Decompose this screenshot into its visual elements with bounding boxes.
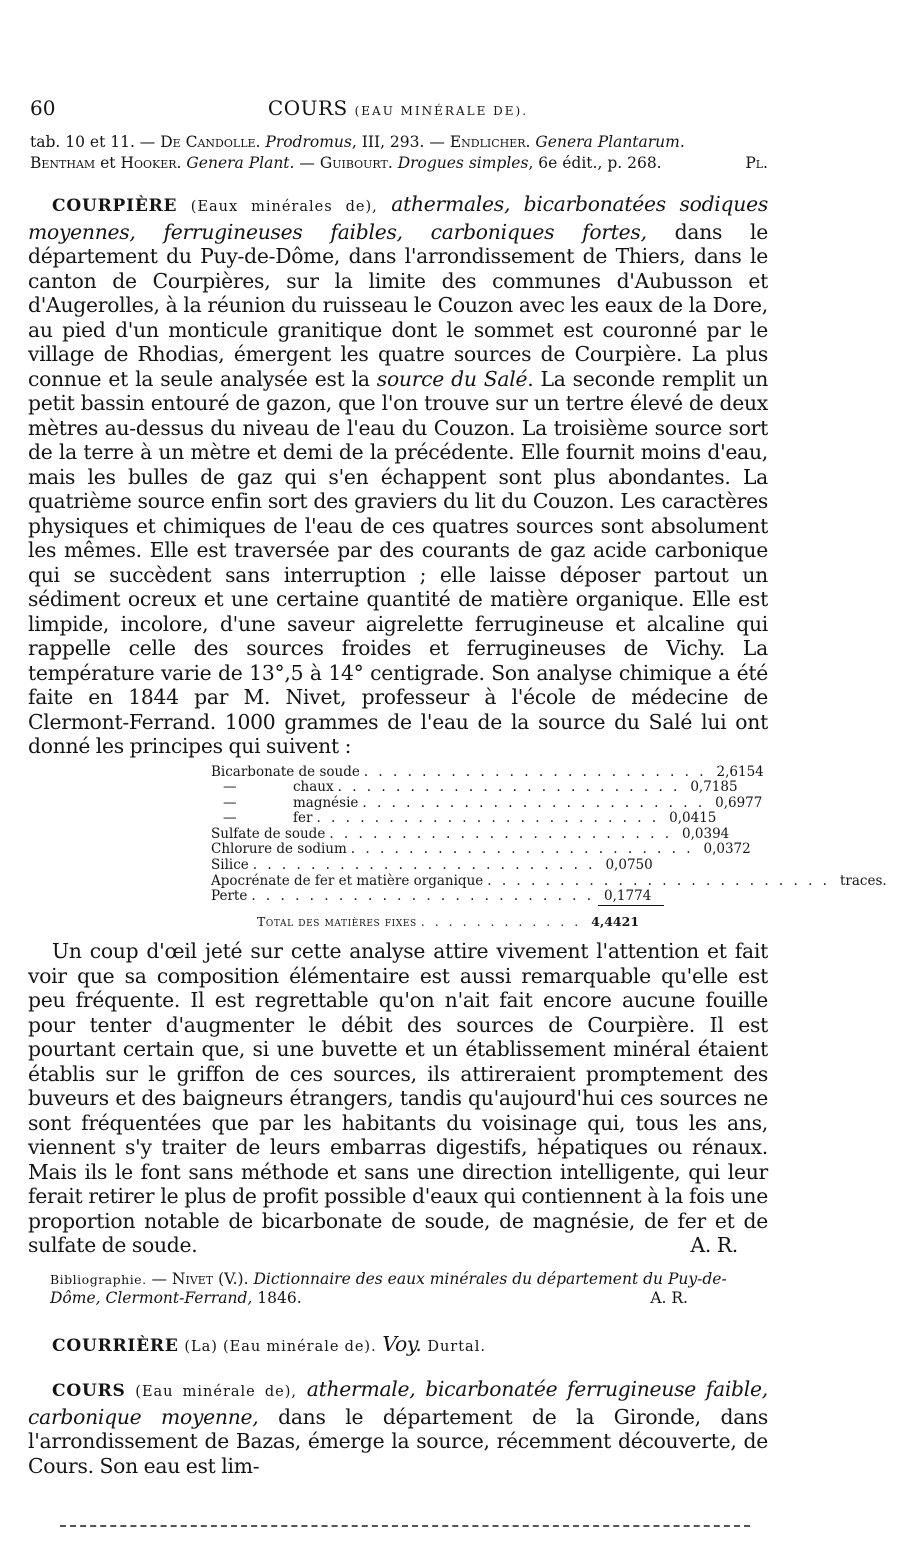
bibliography-label: Bibliographie. [50,1271,147,1287]
bibliography-signature: A. R. [650,1288,688,1307]
analysis-label [211,827,325,843]
footer-rule [60,1525,750,1527]
cross-ref-target: Durtal. [427,1338,486,1355]
analysis-label-text: Sulfate de soude [211,825,326,842]
leader-dots: . . . . . . . . . . . . . . . . . . . . . . . . [329,825,673,842]
commentary-paragraph [28,939,768,1258]
analysis-value: traces. [839,872,887,889]
running-title-main: COURS [267,96,348,120]
total-value: 4,4421 [591,913,640,929]
reference-lines [30,132,768,174]
bibliography-year: 1846. [252,1288,302,1307]
analysis-label-text: fer [293,810,313,827]
analysis-row [211,825,730,843]
reference-line-2 [30,153,768,174]
analysis-label [211,796,358,812]
entry-text: dans le département de la Gironde, dans l'arrondissement de Bazas, émerge la source, récemment découverte, de Cours. Son eau est lim- [28,1404,768,1478]
analysis-value: 0,0394 [682,825,730,842]
leader-dots: . . . . . . . . . . . . . . . . . . . . . . . . [251,888,595,905]
ref-text: . [387,154,398,172]
source-name: source du Salé [376,366,528,391]
ref-author: Bentham [30,154,96,172]
analysis-label-text: Silice [211,857,249,874]
analysis-value: 0,7185 [690,779,738,796]
running-head [28,96,768,130]
analysis-rows [211,763,887,906]
ref-author: De Candolle [160,133,256,151]
analysis-table [211,763,887,930]
leader-dots: . . . . . . . . . . . . . . . . . . . . . . . . [350,841,694,858]
entry-classification: athermale, bicarbonatée ferrugineuse faible, carbonique moyenne, [28,1377,768,1429]
analysis-value: 0,1774 [598,889,664,906]
commentary-text: Un coup d'œil jeté sur cette analyse attire vivement l'attention et fait voir que sa composition élémentaire est aussi remarquable qu'elle est peu fréquente. Il est regrettable qu'on n'ait fait encore aucune fouille pour tenter d'augmenter le débit des sources de Courpière. Il est pourtant certain que, si une buvette et un établissement minéral étaient établis sur le griffon de ces sources, ils attireraient promptement des buveurs et des baigneurs étrangers, tandis qu'aujourd'hui ces sources ne sont fréquentées que par les habitants du voisinage qui, tous les ans, viennent s'y traiter de leurs embarras digestifs, hépatiques ou rénaux. Mais ils le font sans méthode et sans une direction intelligente, qui leur ferait retirer le plus de profit possible d'eaux qui contiennent à la fois une proportion notable de bicarbonate de soude, de magnésie, de fer et de sulfate de soude. [28,939,768,1258]
analysis-label [211,858,249,874]
analysis-label [211,765,360,781]
analysis-row [211,763,764,781]
bibliography-dash: — [146,1269,172,1288]
entry-headword: COURPIÈRE [52,196,178,216]
analysis-label-text: Apocrénate de fer et matière organique [211,872,484,889]
bibliography-initial: (V.). [213,1269,254,1288]
analysis-label-text: chaux [293,779,334,796]
page [28,96,887,1478]
analysis-label [211,874,483,890]
total-label: Total des matières fixes [257,913,417,929]
ref-author: Guibourt [319,154,388,172]
analysis-value: 0,6977 [715,794,763,811]
analysis-label-text: Perte [211,888,248,905]
leader-dots: . . . . . . . . . . . . . . . . . . . . . . . . [337,779,681,796]
entry-courriere [28,1332,768,1360]
leader-dots: . . . . . . . . . . . . . . . . . . . . . . . . [252,857,596,874]
ref-title: Genera Plant. [186,154,295,172]
analysis-row [211,810,717,827]
page-number: 60 [30,96,56,120]
ref-title: Prodromus [265,133,352,151]
entry-headword: COURRIÈRE [52,1335,179,1356]
analysis-row [211,779,738,796]
ref-author: Endlicher [449,133,526,151]
analysis-label-text: magnésie [293,794,359,811]
entry-classification: athermales, bicarbonatées sodiques moyennes, ferrugineuses faibles, carboniques fortes, [28,192,768,244]
leader-dots: . . . . . . . . . . . . [420,913,582,929]
ref-text: , 6e édit., p. 268. [528,154,662,172]
ref-text: . [525,133,536,151]
entry-text: . La seconde remplit un petit bassin entouré de gazon, que l'on trouve sur un tertre élevé de deux mètres au-dessus du niveau de l'eau du Couzon. La troisième source sort de la terre à un mètre et demi de la précédente. Elle fournit moins d'eau, mais les bulles de gaz qui s'en échappent sont plus abondantes. La quatrième source enfin sort des graviers du lit du Couzon. Les caractères physiques et chimiques de l'eau de ces quatres sources sont absolument les mêmes. Elle est traversée par des courants de gaz acide carbonique qui se succèdent sans interruption ; elle laisse déposer partout un sédiment ocreux et une certaine quantité de matière organique. Elle est limpide, incolore, d'une saveur aigrelette ferrugineuse et alcaline qui rappelle celle des sources froides et ferrugineuses de Vichy. La température varie de 13°,5 à 14° centigrade. Son analyse chimique a été faite en 1844 par M. Nivet, professeur à l'école de médecine de Clermont-Ferrand. 1000 grammes de l'eau de la source du Salé lui ont donné les principes qui suivent : [28,366,769,758]
analysis-label [211,889,247,906]
ref-text: . [255,133,266,151]
bibliography [28,1270,768,1308]
entry-headword: COURS [52,1381,126,1402]
analysis-row [211,857,653,874]
ref-text: — [294,154,320,172]
entry-paren: (Eau minérale de), [135,1384,298,1401]
entry-courpiere [28,192,768,759]
analysis-label [211,842,347,858]
ref-author: Hooker [120,154,177,172]
running-title [28,96,768,120]
ref-text: tab. 10 et 11. — [30,133,161,151]
commentary-signature: A. R. [690,1233,738,1258]
ditto-dash: — [223,794,237,811]
analysis-label [211,811,312,827]
analysis-row [211,841,751,858]
entry-paren: (La) (Eau minérale de). [184,1338,377,1355]
leader-dots: . . . . . . . . . . . . . . . . . . . . . . . . [487,872,830,889]
ref-title: Genera Plantarum. [535,133,685,151]
leader-dots: . . . . . . . . . . . . . . . . . . . . . . . . [316,810,660,827]
analysis-label-text: Chlorure de sodium [211,841,347,858]
analysis-total-row [211,913,640,930]
running-title-paren: (EAU MINÉRALE DE). [354,104,529,118]
analysis-value: 2,6154 [716,763,764,780]
ref-signature: Pl. [745,154,768,172]
analysis-label-text: Bicarbonate de soude [211,763,360,780]
bibliography-author: Nivet [171,1269,214,1288]
analysis-label [211,780,334,796]
analysis-row [211,794,763,812]
bibliography-title: Dictionnaire des eaux minérales du département du Puy-de-Dôme, Clermont-Ferrand, [50,1269,727,1307]
analysis-value: 0,0372 [703,841,751,858]
ref-text: . [176,154,187,172]
leader-dots: . . . . . . . . . . . . . . . . . . . . . . . . [363,763,707,780]
analysis-row [211,888,652,906]
leader-dots: . . . . . . . . . . . . . . . . . . . . . . . . [362,794,706,811]
ditto-dash: — [223,779,237,796]
reference-line-1 [30,132,768,153]
ref-title: Drogues simples [397,154,529,172]
cross-ref-voy: Voy. [382,1331,422,1356]
entry-text: dans le département du Puy-de-Dôme, dans l'arrondissement de Thiers, dans le canton de Courpières, sur la limite des communes d'Aubusson et d'Augerolles, à la réunion du ruisseau le Couzon avec les eaux de la Dore, au pied d'un monticule granitique dont le sommet est couronné par le village de Rhodias, émergent les quatre sources de Courpière. La plus connue et la seule analysée est la [28,219,768,391]
ref-text: , III, 293. — [351,133,450,151]
entry-paren: (Eaux minérales de), [190,199,378,215]
analysis-value: 0,0750 [605,857,653,874]
analysis-row [211,872,887,890]
ref-text: et [95,154,121,172]
entry-cours [28,1377,768,1478]
ditto-dash: — [223,810,237,827]
analysis-value: 0,0415 [669,810,717,827]
